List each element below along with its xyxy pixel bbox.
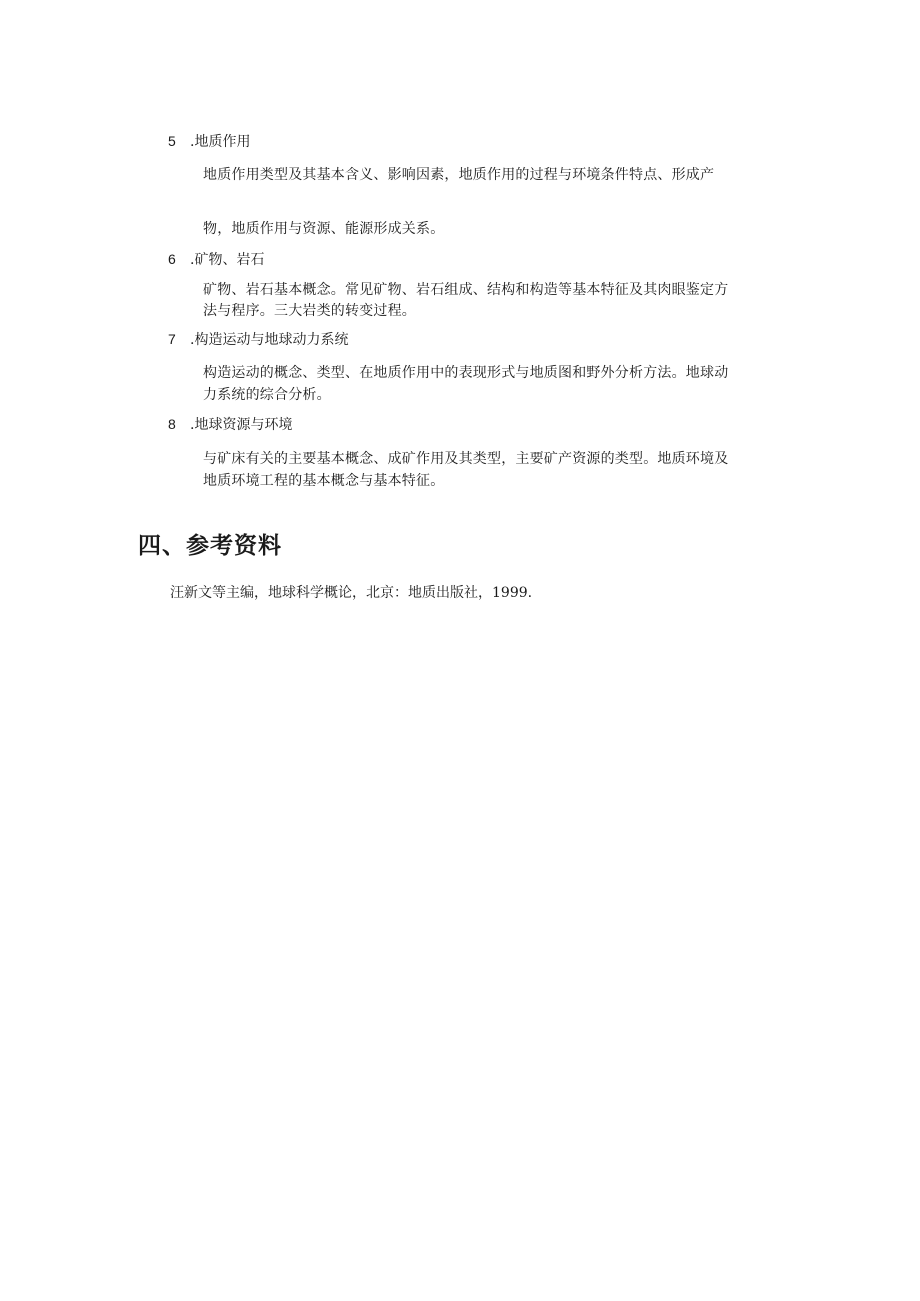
item-5-text-line-1: 地质作用类型及其基本含义、影响因素，地质作用的过程与环境条件特点、形成产 xyxy=(203,167,715,183)
item-title: .地球资源与环境 xyxy=(190,417,293,433)
item-8-heading xyxy=(168,415,292,434)
item-number: 5 xyxy=(168,133,176,149)
item-7-text-line-2: 力系统的综合分析。 xyxy=(203,387,331,403)
item-8-text-line-2: 地质环境工程的基本概念与基本特征。 xyxy=(203,473,445,489)
item-title: .矿物、岩石 xyxy=(190,252,265,268)
item-7-heading xyxy=(168,330,348,349)
section-heading: 四、参考资料 xyxy=(138,533,282,559)
item-5-text-line-2: 物，地质作用与资源、能源形成关系。 xyxy=(203,221,445,237)
item-number: 6 xyxy=(168,251,176,267)
item-title: .地质作用 xyxy=(190,134,251,150)
reference-entry: 汪新文等主编，地球科学概论，北京：地质出版社，1999. xyxy=(170,585,533,601)
item-6-text-line-1: 矿物、岩石基本概念。常见矿物、岩石组成、结构和构造等基本特征及其肉眼鉴定方 xyxy=(203,282,729,298)
item-number: 8 xyxy=(168,416,176,432)
item-6-heading xyxy=(168,250,264,269)
item-5-heading xyxy=(168,132,250,151)
item-7-text-line-1: 构造运动的概念、类型、在地质作用中的表现形式与地质图和野外分析方法。地球动 xyxy=(203,365,729,381)
item-number: 7 xyxy=(168,331,176,347)
item-6-text-line-2: 法与程序。三大岩类的转变过程。 xyxy=(203,303,416,319)
item-8-text-line-1: 与矿床有关的主要基本概念、成矿作用及其类型，主要矿产资源的类型。地质环境及 xyxy=(203,451,729,467)
item-title: .构造运动与地球动力系统 xyxy=(190,332,349,348)
